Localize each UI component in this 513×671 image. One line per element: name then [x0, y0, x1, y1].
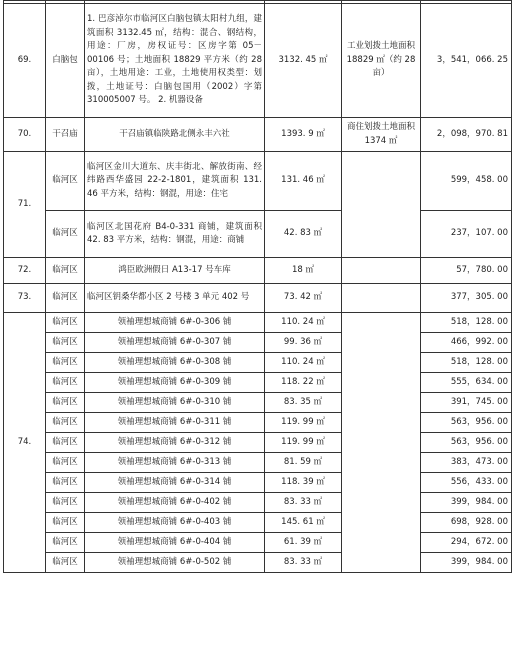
description-cell: 领袖理想城商铺 6#-0-402 铺	[85, 493, 265, 513]
table-row	[4, 353, 512, 373]
description-cell: 领袖理想城商铺 6#-0-311 铺	[85, 413, 265, 433]
description-cell: 领袖理想城商铺 6#-0-403 铺	[85, 513, 265, 533]
description-cell: 领袖理想城商铺 6#-0-308 铺	[85, 353, 265, 373]
area-cell: 临河区	[46, 513, 85, 533]
building-area-cell: 119. 99 ㎡	[265, 413, 342, 433]
table-row	[4, 413, 512, 433]
building-area-cell: 131. 46 ㎡	[265, 152, 342, 211]
table-row	[4, 284, 512, 313]
description-cell: 鸿臣欧洲假日 A13-17 号车库	[85, 258, 265, 284]
description-cell: 临河区钥桑华都小区 2 号楼 3 单元 402 号	[85, 284, 265, 313]
table-row	[4, 118, 512, 152]
land-cell-empty	[342, 284, 421, 313]
land-cell-empty	[342, 152, 421, 258]
area-cell: 白脑包	[46, 4, 85, 118]
building-area-cell: 83. 35 ㎡	[265, 393, 342, 413]
table-row	[4, 453, 512, 473]
value-cell: 377，305. 00	[421, 284, 512, 313]
value-cell: 391，745. 00	[421, 393, 512, 413]
row-number: 69.	[4, 4, 46, 118]
table-row	[4, 211, 512, 258]
row-number: 74.	[4, 313, 46, 573]
building-area-cell: 145. 61 ㎡	[265, 513, 342, 533]
value-cell: 57，780. 00	[421, 258, 512, 284]
row-number: 70.	[4, 118, 46, 152]
building-area-cell: 83. 33 ㎡	[265, 553, 342, 573]
table-row	[4, 553, 512, 573]
description-cell: 1. 巴彦淖尔市临河区白脑包镇太阳村九组，建筑面积 3132.45 ㎡，结构：混合、钢结构，用途：厂房，房权证号：区房字第 05－00106 号；土地面积 18829 平方米（约 28 亩），土地用途：工业，土地使用权类型：划拨，土地证号：白脑包国用（2002）字第 310005007 号。 2. 机器设备	[85, 4, 265, 118]
description-cell: 领袖理想城商铺 6#-0-502 铺	[85, 553, 265, 573]
area-cell: 临河区	[46, 533, 85, 553]
area-cell: 临河区	[46, 553, 85, 573]
value-cell: 399，984. 00	[421, 553, 512, 573]
value-cell: 698，928. 00	[421, 513, 512, 533]
area-cell: 临河区	[46, 413, 85, 433]
area-cell: 临河区	[46, 211, 85, 258]
description-cell: 干召庙镇临陕路北侧永丰六社	[85, 118, 265, 152]
table-row	[4, 4, 512, 118]
area-cell: 临河区	[46, 393, 85, 413]
area-cell: 临河区	[46, 313, 85, 333]
area-cell: 临河区	[46, 453, 85, 473]
table-row	[4, 513, 512, 533]
value-cell: 563，956. 00	[421, 433, 512, 453]
table-row	[4, 313, 512, 333]
table-row	[4, 333, 512, 353]
description-cell: 临河区北国花府 B4-0-331 商铺，建筑面积 42. 83 平方米，结构：钢混，用途：商铺	[85, 211, 265, 258]
table-row	[4, 373, 512, 393]
description-cell: 领袖理想城商铺 6#-0-312 铺	[85, 433, 265, 453]
building-area-cell: 61. 39 ㎡	[265, 533, 342, 553]
row-number: 71.	[4, 152, 46, 258]
building-area-cell: 83. 33 ㎡	[265, 493, 342, 513]
area-cell: 临河区	[46, 373, 85, 393]
land-cell-empty	[342, 313, 421, 573]
description-cell: 领袖理想城商铺 6#-0-314 铺	[85, 473, 265, 493]
building-area-cell: 18 ㎡	[265, 258, 342, 284]
building-area-cell: 81. 59 ㎡	[265, 453, 342, 473]
table-row	[4, 258, 512, 284]
value-cell: 3，541，066. 25	[421, 4, 512, 118]
value-cell: 518，128. 00	[421, 353, 512, 373]
value-cell: 599，458. 00	[421, 152, 512, 211]
table-row	[4, 433, 512, 453]
row-number: 72.	[4, 258, 46, 284]
building-area-cell: 119. 99 ㎡	[265, 433, 342, 453]
description-cell: 领袖理想城商铺 6#-0-404 铺	[85, 533, 265, 553]
asset-table	[3, 0, 512, 573]
area-cell: 干召庙	[46, 118, 85, 152]
value-cell: 237，107. 00	[421, 211, 512, 258]
value-cell: 555，634. 00	[421, 373, 512, 393]
description-cell: 领袖理想城商铺 6#-0-310 铺	[85, 393, 265, 413]
value-cell: 563，956. 00	[421, 413, 512, 433]
asset-table-page	[3, 0, 512, 573]
building-area-cell: 118. 22 ㎡	[265, 373, 342, 393]
table-row	[4, 393, 512, 413]
building-area-cell: 1393. 9 ㎡	[265, 118, 342, 152]
table-row	[4, 473, 512, 493]
value-cell: 383，473. 00	[421, 453, 512, 473]
building-area-cell: 73. 42 ㎡	[265, 284, 342, 313]
row-number: 73.	[4, 284, 46, 313]
description-cell: 领袖理想城商铺 6#-0-307 铺	[85, 333, 265, 353]
land-cell-empty	[342, 258, 421, 284]
table-row	[4, 493, 512, 513]
area-cell: 临河区	[46, 473, 85, 493]
building-area-cell: 118. 39 ㎡	[265, 473, 342, 493]
table-row	[4, 152, 512, 211]
area-cell: 临河区	[46, 152, 85, 211]
value-cell: 466，992. 00	[421, 333, 512, 353]
value-cell: 518，128. 00	[421, 313, 512, 333]
area-cell: 临河区	[46, 284, 85, 313]
value-cell: 399，984. 00	[421, 493, 512, 513]
description-cell: 临河区金川大道东、庆丰街北、解放街南、经纬路西华盛园 22-2-1801，建筑面积 131. 46 平方米，结构：钢混，用途：住宅	[85, 152, 265, 211]
land-cell: 商住划拨土地面积 1374 ㎡	[342, 118, 421, 152]
building-area-cell: 3132. 45 ㎡	[265, 4, 342, 118]
area-cell: 临河区	[46, 258, 85, 284]
area-cell: 临河区	[46, 353, 85, 373]
value-cell: 556，433. 00	[421, 473, 512, 493]
value-cell: 2，098，970. 81	[421, 118, 512, 152]
building-area-cell: 42. 83 ㎡	[265, 211, 342, 258]
value-cell: 294，672. 00	[421, 533, 512, 553]
table-row	[4, 533, 512, 553]
building-area-cell: 99. 36 ㎡	[265, 333, 342, 353]
building-area-cell: 110. 24 ㎡	[265, 353, 342, 373]
description-cell: 领袖理想城商铺 6#-0-306 铺	[85, 313, 265, 333]
description-cell: 领袖理想城商铺 6#-0-313 铺	[85, 453, 265, 473]
description-cell: 领袖理想城商铺 6#-0-309 铺	[85, 373, 265, 393]
building-area-cell: 110. 24 ㎡	[265, 313, 342, 333]
area-cell: 临河区	[46, 333, 85, 353]
land-cell: 工业划拨土地面积 18829 ㎡（约 28 亩）	[342, 4, 421, 118]
area-cell: 临河区	[46, 433, 85, 453]
area-cell: 临河区	[46, 493, 85, 513]
